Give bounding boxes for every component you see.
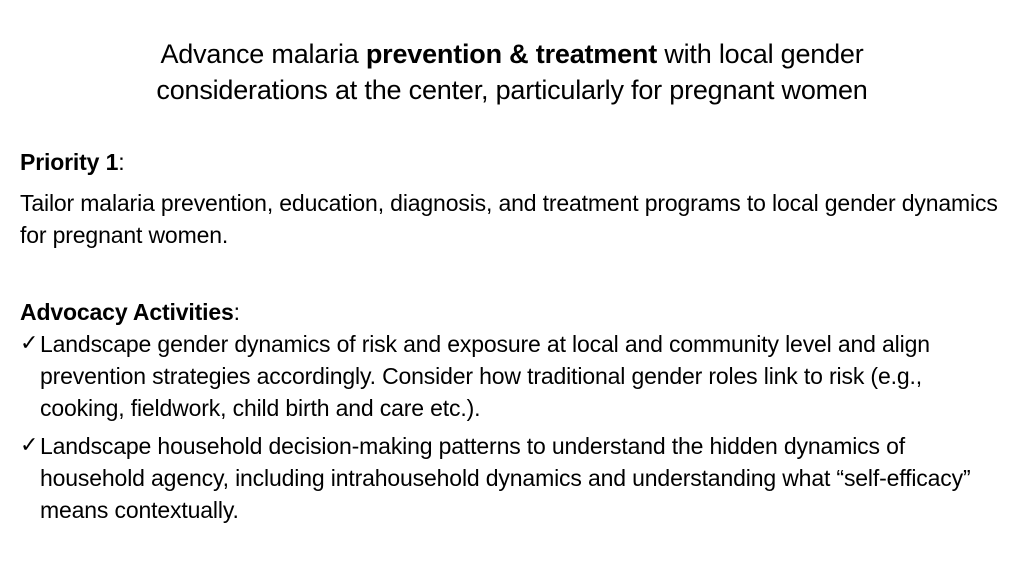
advocacy-item-text: Landscape household decision-making patterns to understand the hidden dynamics of household agency, including intrahousehold dynamics and understanding what “self-efficacy” means contextually.	[40, 433, 971, 523]
title-text-part1: Advance malaria	[160, 39, 366, 69]
advocacy-heading	[20, 296, 1010, 328]
spacer	[20, 178, 1010, 187]
priority-label: Priority 1	[20, 149, 119, 175]
priority-heading	[20, 146, 1010, 178]
checkmark-icon: ✓	[20, 433, 39, 458]
advocacy-colon: :	[233, 299, 240, 325]
advocacy-item	[20, 328, 1010, 424]
checkmark-icon: ✓	[20, 331, 39, 356]
title-text-bold: prevention & treatment	[365, 39, 658, 69]
spacer	[20, 251, 1010, 296]
advocacy-label: Advocacy Activities	[20, 299, 234, 325]
advocacy-item-text: Landscape gender dynamics of risk and exposure at local and community level and align prevention strategies accordingly. Consider how traditional gender roles link to risk (e.g., cooking, fieldwork, child birth and care etc.).	[40, 331, 930, 421]
advocacy-item	[20, 430, 1010, 526]
slide-title	[40, 36, 984, 108]
priority-text: Tailor malaria prevention, education, diagnosis, and treatment programs to local gender dynamics for pregnant women.	[20, 190, 998, 248]
title-text-line2: considerations at the center, particularly for pregnant women	[156, 75, 868, 105]
title-text-part2: with local gender	[657, 39, 864, 69]
slide-body	[20, 146, 1010, 526]
priority-colon: :	[118, 149, 125, 175]
